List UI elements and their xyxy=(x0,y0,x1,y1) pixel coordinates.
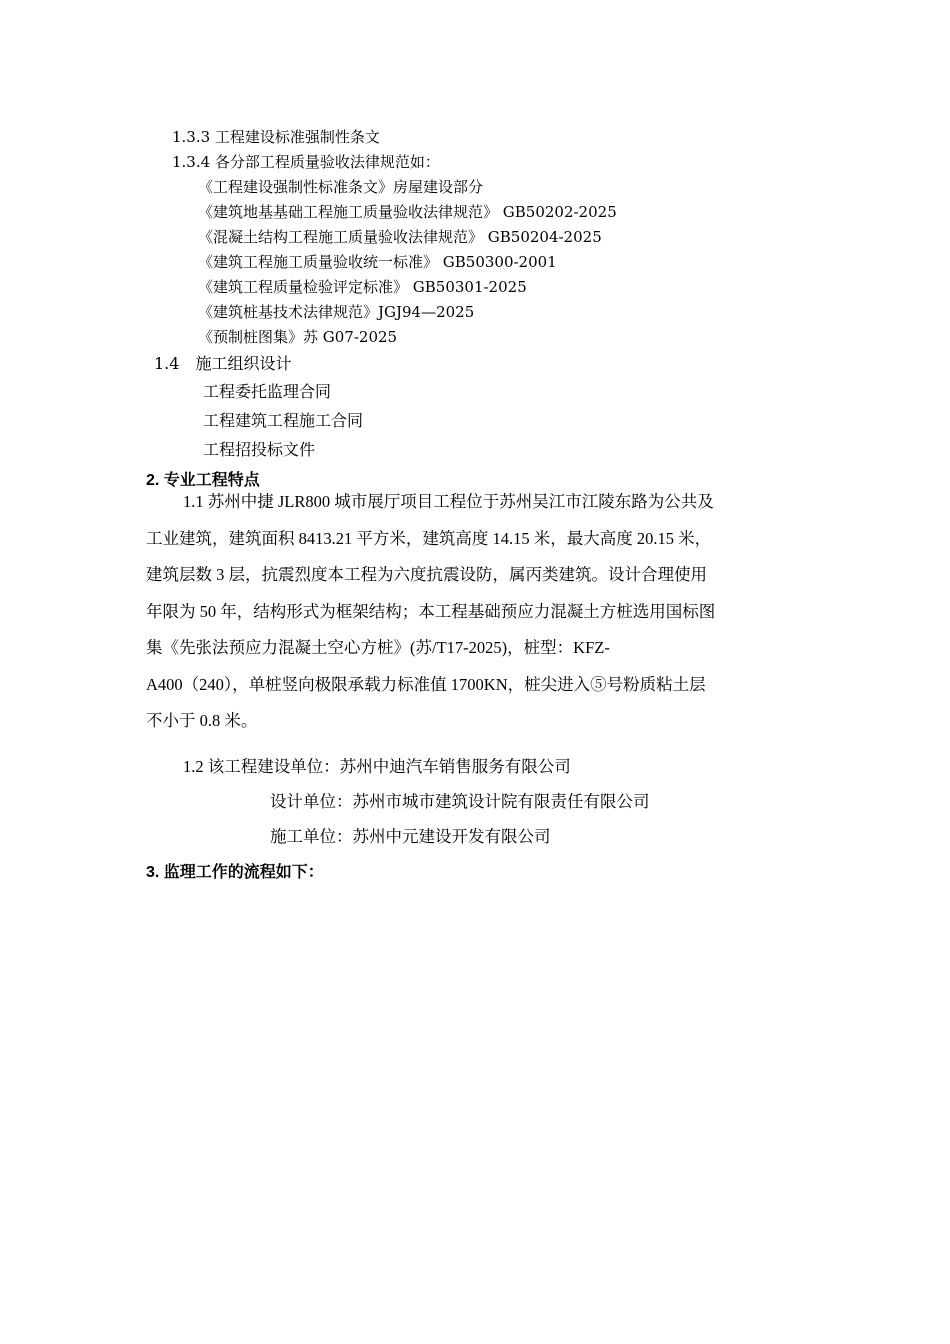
owner-unit: 1.2 该工程建设单位：苏州中迪汽车销售服务有限公司 xyxy=(183,757,571,776)
item-1-3-4: 1.3.4 各分部工程质量验收法律规范如： xyxy=(172,153,440,171)
list-item: 工程建筑工程施工合同 xyxy=(203,411,364,430)
list-item: 工程招投标文件 xyxy=(203,440,316,459)
paragraph-line: 集《先张法预应力混凝土空心方桩》(苏/T17-2025)，桩型：KFZ- xyxy=(146,638,610,657)
design-unit: 设计单位：苏州市城市建筑设计院有限责任有限公司 xyxy=(270,792,650,811)
section-2-paragraph xyxy=(146,484,806,740)
standard-item: 《建筑工程施工质量验收统一标准》 GB50300-2001 xyxy=(198,253,557,271)
item-1-3-3: 1.3.3 工程建设标准强制性条文 xyxy=(172,128,380,146)
standard-item: 《工程建设强制性标准条文》房屋建设部分 xyxy=(198,178,484,196)
standard-item: 《混凝土结构工程施工质量验收法律规范》 GB50204-2025 xyxy=(198,228,602,246)
standard-item: 《建筑桩基技术法律规范》JGJ94—2025 xyxy=(198,303,475,321)
section-1-4-heading: 1.4 施工组织设计 xyxy=(154,354,292,373)
paragraph-line: 不小于 0.8 米。 xyxy=(146,711,258,730)
section-3-heading: 3. 监理工作的流程如下： xyxy=(146,864,324,881)
paragraph-line: A400（240），单桩竖向极限承载力标准值 1700KN，桩尖进入⑤号粉质粘土层 xyxy=(146,674,706,694)
paragraph-line: 工业建筑，建筑面积 8413.21 平方米，建筑高度 14.15 米，最大高度 20.15 米， xyxy=(146,528,712,548)
standard-item: 《预制桩图集》苏 G07-2025 xyxy=(198,328,398,346)
paragraph-line: 年限为 50 年，结构形式为框架结构；本工程基础预应力混凝土方桩选用国标图 xyxy=(146,601,716,621)
standard-item: 《建筑工程质量检验评定标准》 GB50301-2025 xyxy=(198,278,527,296)
standard-item: 《建筑地基基础工程施工质量验收法律规范》 GB50202-2025 xyxy=(198,203,617,221)
paragraph-line: 建筑层数 3 层，抗震烈度本工程为六度抗震设防，属丙类建筑。设计合理使用 xyxy=(146,565,707,584)
list-item: 工程委托监理合同 xyxy=(203,382,332,401)
section-2-heading: 2. 专业工程特点 xyxy=(146,472,260,489)
paragraph-line: 1.1 苏州中捷 JLR800 城市展厅项目工程位于苏州吴江市江陵东路为公共及 xyxy=(183,492,714,511)
construction-unit: 施工单位：苏州中元建设开发有限公司 xyxy=(270,827,551,846)
